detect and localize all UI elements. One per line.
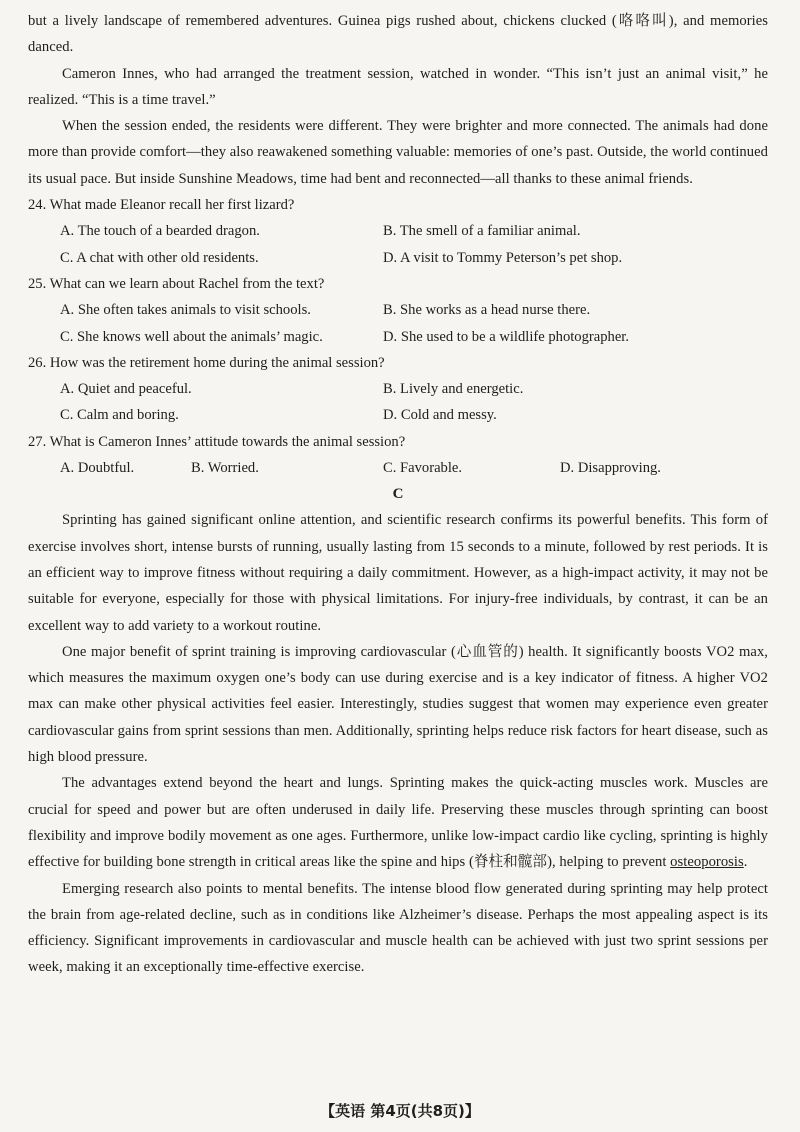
paragraph-text: . [743,854,748,871]
question-options [28,455,768,481]
option-a: A. The touch of a bearded dragon. [60,223,260,240]
page-footer: 【英语 第4页(共8页)】 [320,1102,480,1120]
exam-page [28,8,768,981]
option-a: A. She often takes animals to visit schools. [60,302,311,319]
passage-c-paragraph [28,770,768,875]
question-options [28,376,768,429]
passage-b-paragraph: When the session ended, the residents were different. They were brighter and more connected. The animals had done more than provide comfort—they also reawakened something valuable: memories of one’s past. Outside, the world continued its usual pace. But inside Sunshine Meadows, time had bent and reconnected—all thanks to these animal friends. [28,118,768,187]
question-26 [28,350,768,429]
question-25 [28,271,768,350]
option-b: B. Lively and energetic. [383,381,524,398]
question-stem: 24. What made Eleanor recall her first lizard? [28,197,295,214]
option-b: B. She works as a head nurse there. [383,302,591,319]
passage-c-paragraph: Sprinting has gained significant online attention, and scientific research confirms its powerful benefits. This form of exercise involves short, intense bursts of running, usually lasting from 15 seconds to a minute, followed by rest periods. It is an efficient way to improve fitness without requiring a daily commitment. However, as a high-impact activity, it may not be suitable for everyone, especially for those with physical limitations. For injury-free individuals, by contrast, it can be an excellent way to add variety to a workout routine. [28,512,768,634]
section-heading: C [392,486,404,503]
paragraph-text: The advantages extend beyond the heart and lungs. Sprinting makes the quick-acting muscles work. Muscles are crucial for speed and power but are often underused in daily life. Preserving these muscles through sprinting can boost flexibility and improve bodily movement as one ages. Furthermore, unlike low-impact cardio like cycling, sprinting is highly effective for building bone strength in critical areas like the spine and hips (脊柱和髋部), helping to prevent [28,775,768,871]
option-b: B. The smell of a familiar animal. [383,223,581,240]
option-c: C. A chat with other old residents. [60,249,259,266]
passage-c-paragraph: Emerging research also points to mental benefits. The intense blood flow generated during sprinting may help protect the brain from age-related decline, such as in conditions like Alzheimer’s disease. Perhaps the most appealing aspect is its efficiency. Significant improvements in cardiovascular and muscle health can be achieved with just two sprint sessions per week, making it an exceptionally time-effective exercise. [28,880,768,976]
question-stem: 26. How was the retirement home during the animal session? [28,354,385,371]
option-a: A. Quiet and peaceful. [60,381,192,398]
option-a: A. Doubtful. [60,460,135,477]
option-d: D. Disapproving. [560,460,661,477]
passage-c-paragraph: One major benefit of sprint training is improving cardiovascular (心血管的) health. It significantly boosts VO2 max, which measures the maximum oxygen one’s body can use during exercise and is a key indicator of fitness. A higher VO2 max can make other physical activities feel easier. Interestingly, studies suggest that women may experience even greater cardiovascular gains from sprint sessions than men. Additionally, sprinting helps reduce risk factors for heart disease, such as high blood pressure. [28,643,768,766]
question-options [28,297,768,350]
option-c: C. Favorable. [383,460,463,477]
question-options [28,218,768,271]
question-24 [28,192,768,271]
passage-b-paragraph: but a lively landscape of remembered adventures. Guinea pigs rushed about, chickens clucked (咯咯叫), and memories danced. [28,13,768,56]
question-stem: 25. What can we learn about Rachel from the text? [28,275,325,292]
option-d: D. Cold and messy. [383,407,497,424]
option-c: C. Calm and boring. [60,407,179,424]
question-27 [28,429,768,482]
underlined-word: osteoporosis [670,854,744,871]
option-d: D. A visit to Tommy Peterson’s pet shop. [383,249,623,266]
passage-b-paragraph: Cameron Innes, who had arranged the treatment session, watched in wonder. “This isn’t just an animal visit,” he realized. “This is a time travel.” [28,65,768,108]
option-c: C. She knows well about the animals’ magic. [60,328,323,345]
option-d: D. She used to be a wildlife photographer. [383,328,630,345]
option-b: B. Worried. [191,460,259,477]
question-stem: 27. What is Cameron Innes’ attitude towards the animal session? [28,433,406,450]
